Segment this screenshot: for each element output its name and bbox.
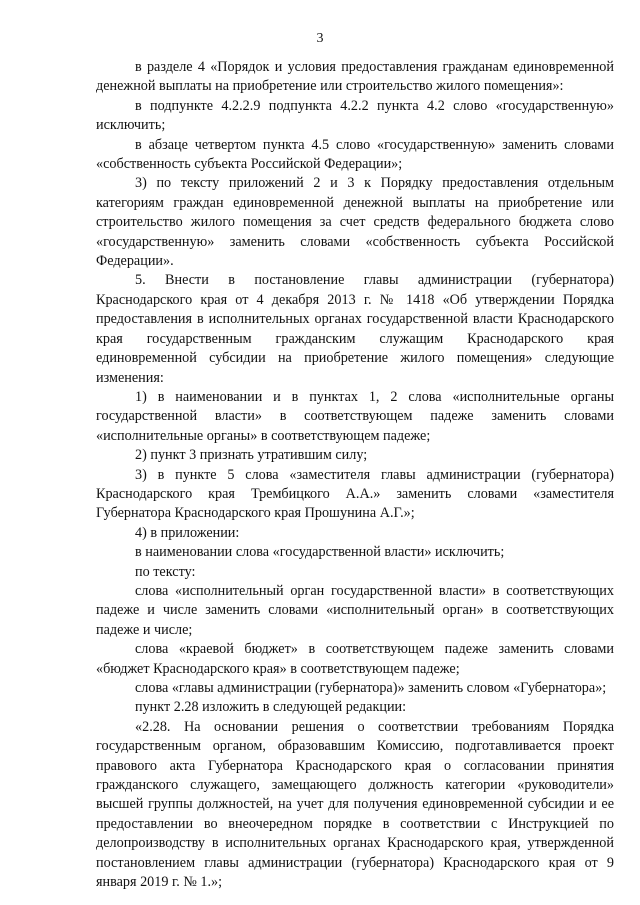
document-body [96, 58, 614, 892]
paragraph-governor-words: слова «главы администрации (губернатора)» заменить словом «Губернатора»; [135, 680, 607, 696]
paragraph-point-2-28-intro: пункт 2.28 изложить в следующей редакции: [135, 699, 407, 716]
paragraph-text-heading: по тексту: [135, 563, 196, 580]
paragraph-executive-body: слова «исполнительный орган государственной власти» в соответствующих падеже и числе заменить словами «исполнительный орган» в соответствующих падеже и числе; [96, 582, 614, 638]
paragraph-change-3: 3) в пункте 5 слова «заместителя главы администрации (губернатора) Краснодарского края Трембицкого А.А.» заменить словами «заместителя Губернатора Краснодарского края Прошунина А.Г.»; [96, 466, 614, 522]
paragraph-section-4-heading: в разделе 4 «Порядок и условия предоставления гражданам единовременной денежной выплаты на приобретение или строительство жилого помещения»: [96, 59, 614, 95]
page-number: 3 [316, 31, 324, 46]
paragraph-point-5: 5. Внести в постановление главы администрации (губернатора) Краснодарского края от 4 декабря 2013 г. № 1418 «Об утверждении Порядка предоставления в исполнительных органах государственной власти Краснодарского края государственным гражданским служащим Краснодарского края единовременной субсидии на приобретение жилого помещения» следующие изменения: [96, 272, 614, 386]
paragraph-title-change: в наименовании слова «государственной власти» исключить; [135, 544, 505, 561]
paragraph-change-1: 1) в наименовании и в пунктах 1, 2 слова «исполнительные органы государственной власти» в соответствующем падеже заменить словами «исполнительные органы» в соответствующем падеже; [96, 388, 614, 444]
paragraph-point-4-5: в абзаце четвертом пункта 4.5 слово «государственную» заменить словами «собственность субъекта Российской Федерации»; [96, 136, 614, 173]
paragraph-subpoint-4-2-2-9: в подпункте 4.2.2.9 подпункта 4.2.2 пункта 4.2 слово «государственную» исключить; [96, 97, 614, 134]
paragraph-regional-budget: слова «краевой бюджет» в соответствующем падеже заменить словами «бюджет Краснодарского края» в соответствующем падеже; [96, 641, 614, 677]
paragraph-point-2-28-text: «2.28. На основании решения о соответствии требованиям Порядка государственным органом, образовавшим Комиссию, подготавливается проект правового акта Губернатора Краснодарского края о согласовании принятия гражданского служащего, замещающего должность категории «руководители» высшей группы должностей, на учет для получения единовременной субсидии и ее предоставлении во внеочередном порядке в соответствии с Инструкцией по делопроизводству в исполнительных органах Краснодарского края, утвержденной постановлением главы администрации (губернатора) Краснодарского края от 9 января 2019 г. № 1.»; [96, 718, 614, 891]
paragraph-change-2: 2) пункт 3 признать утратившим силу; [135, 447, 368, 464]
paragraph-item-3-appendices: 3) по тексту приложений 2 и 3 к Порядку предоставления отдельным категориям граждан единовременной денежной выплаты на приобретение или строительство жилого помещения за счет средств федерального бюджета слово «государственную» заменить словами «собственность субъекта Российской Федерации». [96, 175, 614, 270]
paragraph-change-4: 4) в приложении: [135, 524, 240, 541]
